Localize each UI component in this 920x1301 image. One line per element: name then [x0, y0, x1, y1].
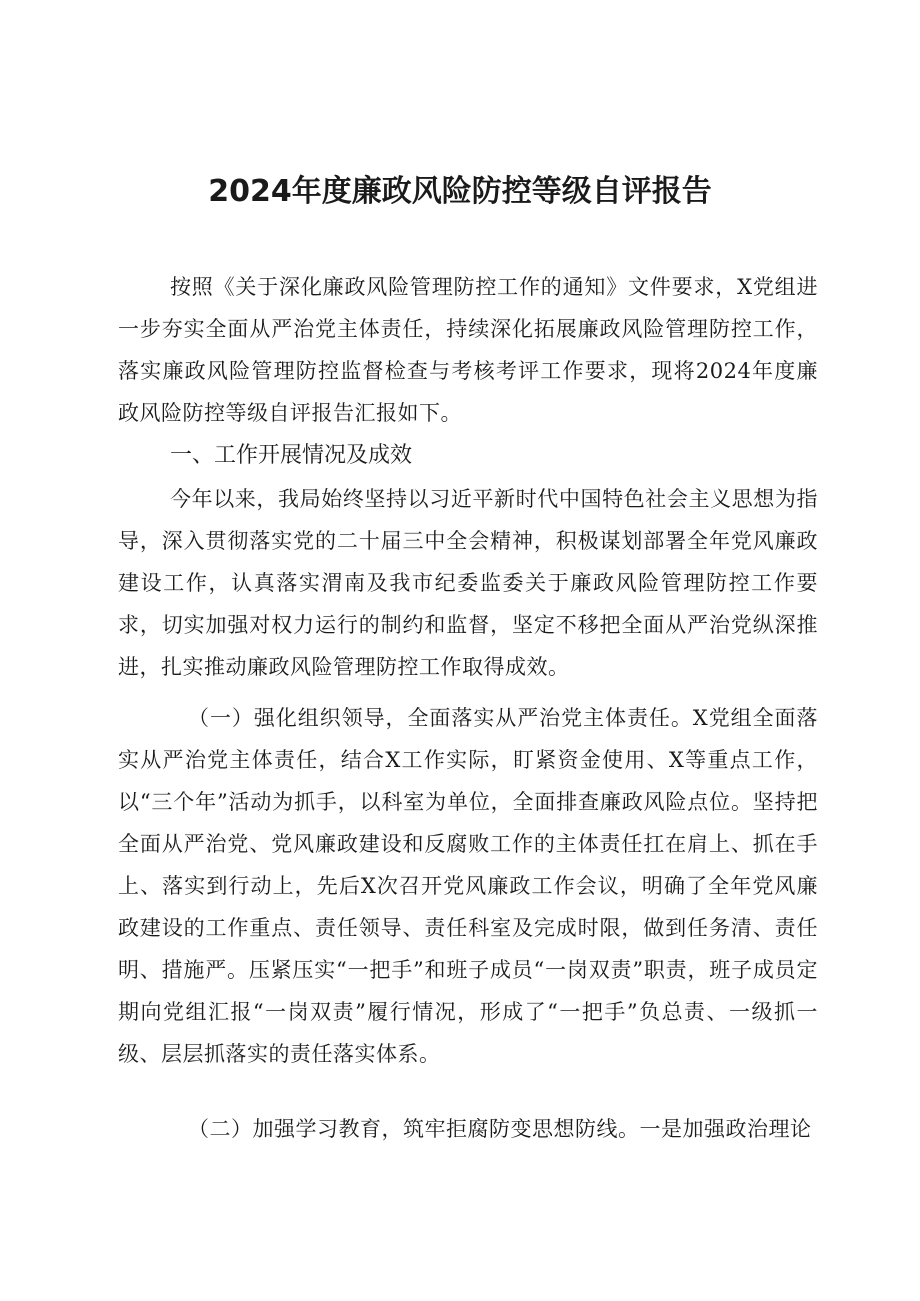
intro-paragraph: 按照《关于深化廉政风险管理防控工作的通知》文件要求，X党组进一步夯实全面从严治党主体责任，持续深化拓展廉政风险管理防控工作，落实廉政风险管理防控监督检查与考核考评工作要求，现将2024年度廉政风险防控等级自评报告汇报如下。 [118, 275, 818, 425]
section-heading: 一、工作开展情况及成效 [170, 443, 413, 468]
subsection-2-paragraph: （二）加强学习教育，筑牢拒腐防变思想防线。一是加强政治理论 [188, 1117, 812, 1141]
subsection-1-paragraph: （一）强化组织领导，全面落实从严治党主体责任。X党组全面落实从严治党主体责任，结合X工作实际，盯紧资金使用、X等重点工作，以“三个年”活动为抓手，以科室为单位，全面排查廉政风险点位。坚持把全面从严治党、党风廉政建设和反腐败工作的主体责任扛在肩上、抓在手上、落实到行动上，先后X次召开党风廉政工作会议，明确了全年党风廉政建设的工作重点、责任领导、责任科室及完成时限，做到任务清、责任明、措施严。压紧压实“一把手”和班子成员“一岗双责”职责，班子成员定期向党组汇报“一岗双责”履行情况，形成了“一把手”负总责、一级抓一级、层层抓落实的责任落实体系。 [118, 706, 818, 1066]
document-title: 2024年度廉政风险防控等级自评报告 [208, 174, 712, 209]
overview-paragraph: 今年以来，我局始终坚持以习近平新时代中国特色社会主义思想为指导，深入贯彻落实党的二十届三中全会精神，积极谋划部署全年党风廉政建设工作，认真落实渭南及我市纪委监委关于廉政风险管理防控工作要求，切实加强对权力运行的制约和监督，坚定不移把全面从严治党纵深推进，扎实推动廉政风险管理防控工作取得成效。 [118, 487, 818, 679]
